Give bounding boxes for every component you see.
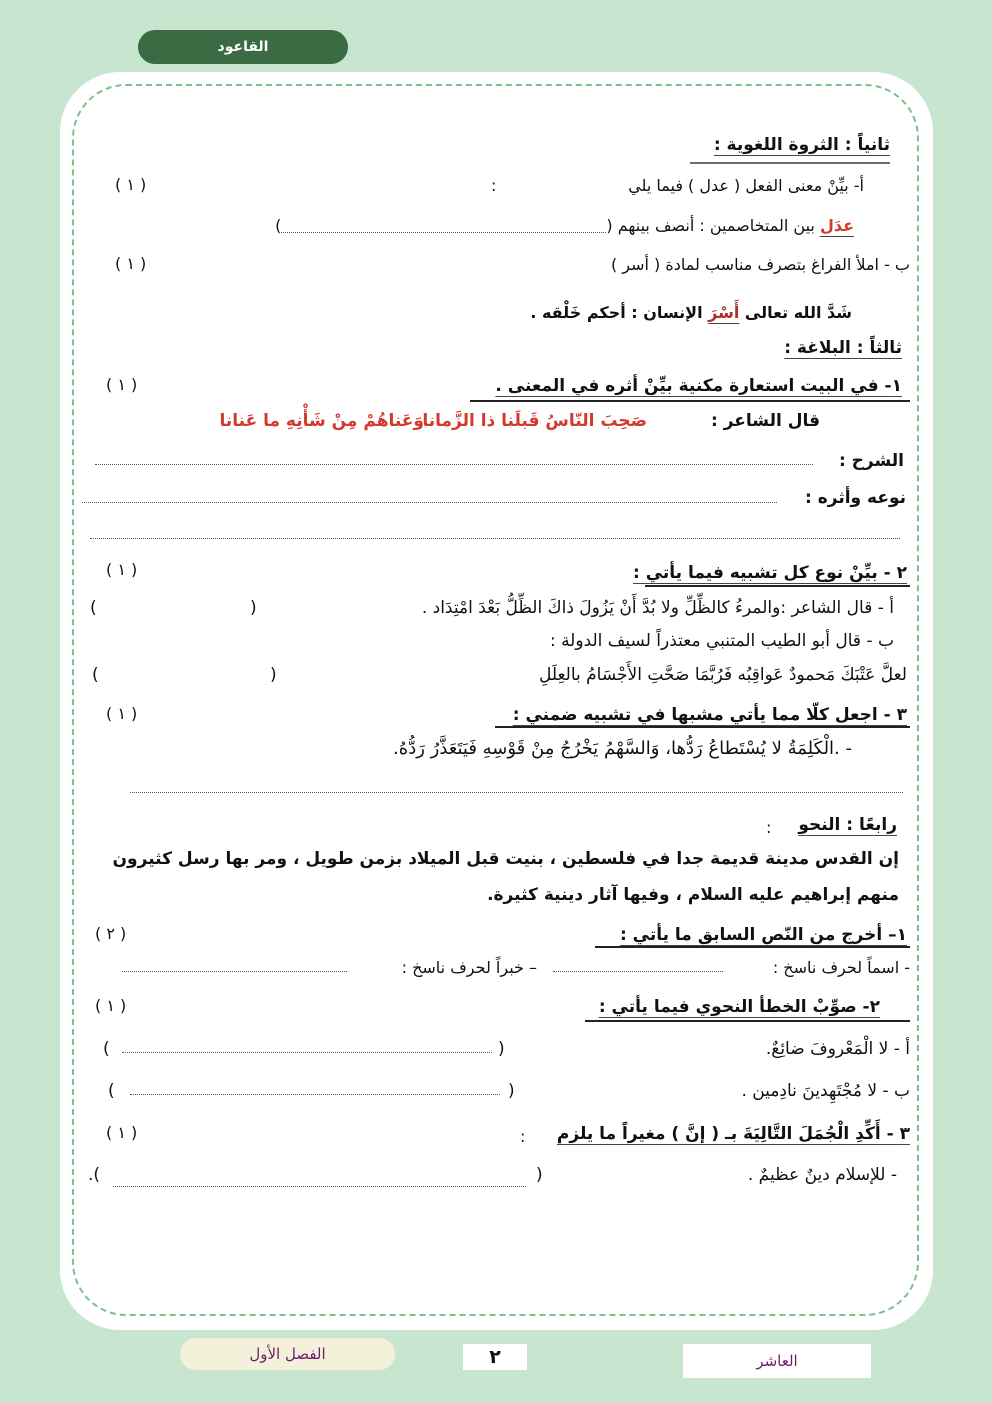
sec3-q2-b-verse: لعلَّ عَتْبَكَ مَحمودٌ عَواقِبُه فَرُبَّمَا صَحَّتِ الأَجْسَامُ بالعِلَلِ bbox=[538, 665, 907, 685]
sec3-q2-bar bbox=[645, 585, 910, 587]
footer-term: الفصل الأول bbox=[180, 1338, 395, 1370]
sec2-qb: ب - املأ الفراغ بتصرف مناسب لمادة ( أسر ) bbox=[610, 255, 910, 274]
sec3-q2-score: ( ١ ) bbox=[106, 560, 138, 579]
sec4-q2-b-open: ( bbox=[508, 1081, 515, 1101]
sec3-q1-bar bbox=[470, 400, 910, 402]
sec4-q2-b-line[interactable] bbox=[130, 1094, 500, 1095]
sec3-q1-type: نوعه وأثره : bbox=[805, 488, 906, 508]
sec4-q1-a-line[interactable] bbox=[553, 971, 723, 972]
sec3-q2-b-open: ( bbox=[270, 665, 277, 685]
sec4-passage-1: إن القدس مدينة قديمة جدا في فلسطين ، بنيت قبل الميلاد بزمن طويل ، ومر بها رسل كثيرون bbox=[112, 849, 899, 869]
sec4-q2-a-close: ) bbox=[103, 1039, 110, 1059]
sec4-q1-bar bbox=[595, 946, 910, 948]
sec2-qb-word: أَسْرَ bbox=[708, 303, 740, 322]
sec4-q3-score: ( ١ ) bbox=[106, 1123, 138, 1142]
sec3-q3-score: ( ١ ) bbox=[106, 704, 138, 723]
sec4-q2-score: ( ١ ) bbox=[95, 996, 127, 1015]
sec2-qa-score: ( ١ ) bbox=[115, 175, 147, 194]
sec4-q1-b-line[interactable] bbox=[122, 971, 347, 972]
sec3-q3: ٣ - اجعل كلّا مما يأتي مشبها في تشبيه ضمني : bbox=[512, 705, 907, 725]
footer-page-number: ٢ bbox=[463, 1344, 527, 1370]
sec4-q3-open: ( bbox=[536, 1165, 543, 1185]
sec3-q1-type-line[interactable] bbox=[82, 502, 777, 503]
sec3-q1-sharh: الشرح : bbox=[838, 451, 904, 471]
sec3-q1-hemistich-2: وَعَناهُمْ مِنْ شَأْنِهِ ما عَنانا bbox=[219, 411, 424, 431]
sec4-q2: ٢- صوِّبْ الخطأ النحوي فيما يأتي : bbox=[598, 997, 880, 1017]
sec2-qa-text: بين المتخاصمين : أنصف بينهم ( bbox=[606, 216, 815, 235]
sec2-qa-close: ) bbox=[275, 216, 282, 235]
sec2-qa: أ- بيِّنْ معنى الفعل ( عدل ) فيما يلي bbox=[628, 176, 864, 195]
footer-grade: العاشر bbox=[683, 1344, 871, 1378]
sec3-q3-answer-line[interactable] bbox=[130, 792, 903, 793]
sec4-q3: ٣ - أَكِّدِ الْجُمَلَ التَّالِيَةَ بـ ( إنَّ ) مغيراً ما يلزم bbox=[556, 1124, 910, 1144]
sec4-q1-score: ( ٢ ) bbox=[95, 924, 127, 943]
sec3-q1-sharh-line[interactable] bbox=[95, 464, 813, 465]
sec3-q1-hemistich-1: صَحِبَ النّاسُ قَبلَنا ذا الزَّمانا bbox=[422, 411, 647, 431]
sec2-qa-colon: : bbox=[491, 176, 497, 195]
sec3-q1-score: ( ١ ) bbox=[106, 375, 138, 394]
sec2-qa-example bbox=[275, 215, 854, 237]
sec3-q2-b: ب - قال أبو الطيب المتنبي معتذراً لسيف الدولة : bbox=[549, 631, 894, 651]
sec4-passage-2: منهم إبراهيم عليه السلام ، وفيها آثار دينية كثيرة. bbox=[487, 885, 899, 905]
sec3-q3-text: - .الْكَلِمَةُ لا يُسْتَطاعُ رَدُّها، وَالسَّهْمُ يَخْرُجُ مِنْ قَوْسِهِ فَيَتَعَذَّرُ رَدُّهُ. bbox=[393, 738, 852, 759]
sec4-q2-b: ب - لا مُجْتَهِدينَ نادِمين . bbox=[741, 1081, 910, 1101]
sec4-q3-colon: : bbox=[520, 1127, 526, 1146]
sec2-qb-score: ( ١ ) bbox=[115, 254, 147, 273]
sec2-qb-post: الإنسان : أحكم خَلْقه . bbox=[530, 303, 703, 322]
sec4-q2-a-line[interactable] bbox=[122, 1052, 492, 1053]
sec2-qa-word: عدَل bbox=[819, 216, 854, 235]
sec4-title-colon: : bbox=[766, 818, 772, 837]
sec4-q1: ١– أخرج من النّص السابق ما يأتي : bbox=[619, 925, 907, 945]
sec4-q2-a: أ - لا الْمَعْروفَ ضائِعٌ. bbox=[765, 1039, 910, 1059]
sec2-qb-sentence bbox=[530, 302, 852, 324]
sec4-q3-a: - للإسلام دينٌ عظيمٌ . bbox=[747, 1165, 897, 1185]
sec3-q2-a-open: ( bbox=[250, 598, 257, 618]
sec3-q2-a-close: ) bbox=[90, 598, 97, 618]
sec4-q1-b: – خبراً لحرف ناسخ : bbox=[401, 958, 537, 977]
sec2-title: ثانياً : الثروة اللغوية : bbox=[713, 135, 890, 155]
sec2-title-underline bbox=[690, 162, 890, 164]
header-tag: القاعود bbox=[138, 30, 348, 64]
sec4-q2-bar bbox=[585, 1020, 910, 1022]
sec3-q1-extra-line[interactable] bbox=[90, 538, 900, 539]
sec4-title: رابعًا : النحو bbox=[798, 815, 897, 835]
sec3-q1-poet: قال الشاعر : bbox=[711, 411, 820, 431]
sec4-q3-line[interactable] bbox=[113, 1186, 526, 1187]
sec3-q1: ١- في البيت استعارة مكنية بيِّنْ أثره في المعنى . bbox=[495, 376, 902, 396]
sec3-q2-b-close: ) bbox=[92, 665, 99, 685]
sec3-q2: ٢ - بيِّنْ نوع كل تشبيه فيما يأتي : bbox=[633, 563, 907, 583]
sec3-q2-a: أ - قال الشاعر :والمرءُ كالظِّلِّ ولا بُدَّ أَنْ يَزُولَ ذاكَ الظِّلُّ بَعْدَ امْتِدَاد . bbox=[421, 598, 894, 618]
sec3-q3-bar bbox=[495, 726, 910, 728]
sec4-q2-a-open: ( bbox=[498, 1039, 505, 1059]
sec2-qa-blank[interactable] bbox=[281, 220, 606, 233]
sec3-title: ثالثاً : البلاغة : bbox=[784, 338, 902, 358]
sec4-q1-a: - اسماً لحرف ناسخ : bbox=[772, 958, 910, 977]
sec2-qb-pre: شَدَّ الله تعالى bbox=[744, 303, 852, 322]
sec4-q2-b-close: ) bbox=[108, 1081, 115, 1101]
sec4-q3-close: ). bbox=[88, 1165, 101, 1185]
